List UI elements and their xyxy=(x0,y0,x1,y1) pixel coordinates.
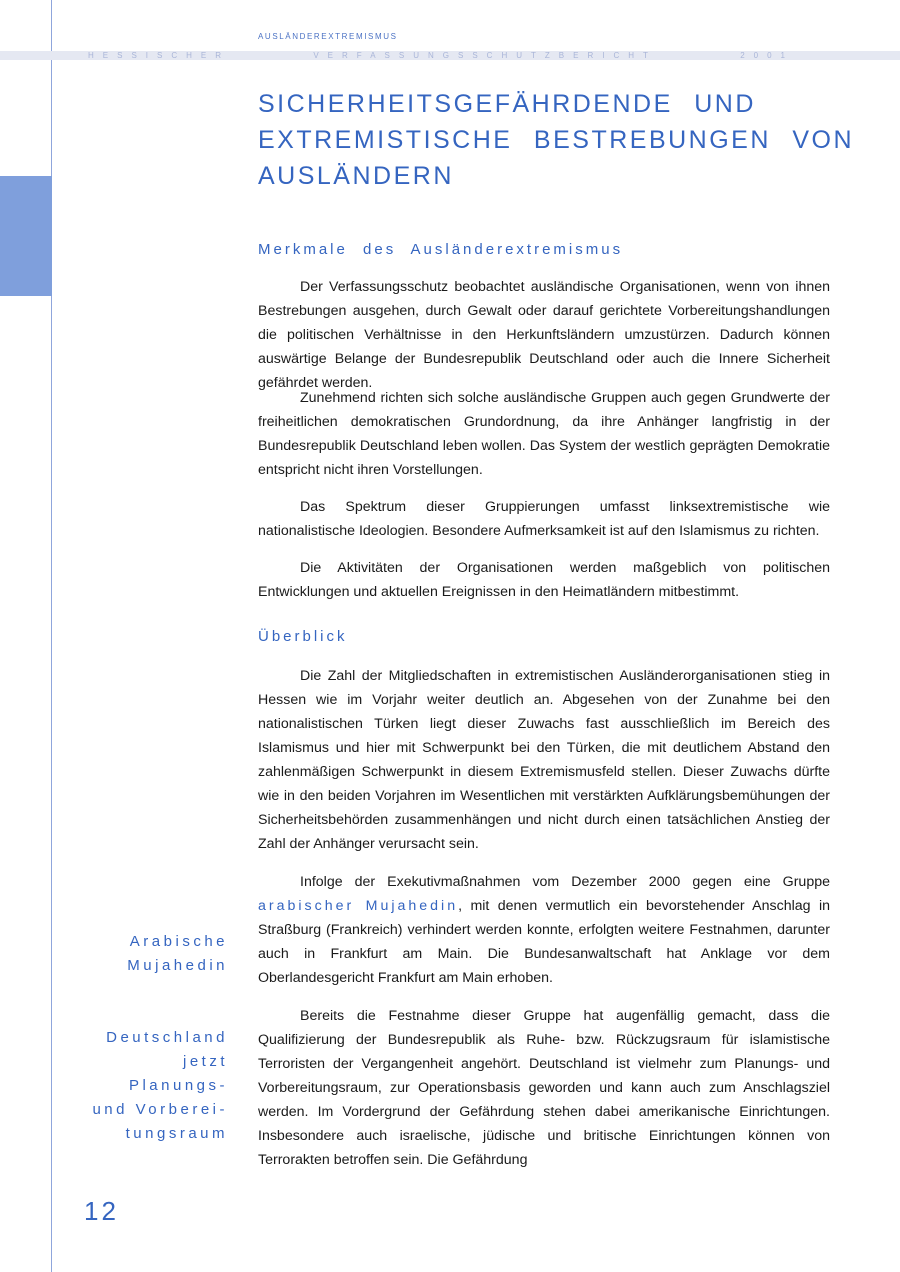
paragraph-ueberblick-3: Bereits die Festnahme dieser Gruppe hat augenfällig gemacht, dass die Qualifizierung der Bundesrepublik als Ruhe- bzw. Rückzugsraum für islamistische Terroristen der Vergangenheit angehört. Deutschland ist vielmehr zum Planungs- und Vorbereitungsraum, zur Operationsbasis geworden und kann auch zum Anschlagsziel werden. Im Vordergrund der Gefährdung stehen dabei amerikanische Einrichtungen. Insbesondere auch israelische, jüdische und britische Einrichtungen können von Terrorakten betroffen sein. Die Gefährdung xyxy=(258,1008,830,1168)
margin-note-arabische-mujahedin xyxy=(0,930,228,978)
running-header-section: AUSLÄNDEREXTREMISMUS xyxy=(258,32,398,41)
section-heading-merkmale: Merkmale des Ausländerextremismus xyxy=(258,241,624,258)
margin-note-line: und Vorberei- xyxy=(92,1101,228,1118)
ribbon-word-3: 2001 xyxy=(740,51,794,60)
title-line-2: EXTREMISTISCHE BESTREBUNGEN VON xyxy=(258,126,855,154)
chapter-color-tab xyxy=(0,176,52,296)
paragraph-merkmale-4: Die Aktivitäten der Organisationen werden maßgeblich von politischen Entwicklungen und aktuellen Ereignissen in den Heimatländern mitbestimmt. xyxy=(258,560,830,600)
ribbon-word-1: HESSISCHER xyxy=(88,51,231,60)
margin-note-line: Mujahedin xyxy=(127,957,228,974)
paragraph-ueberblick-1: Die Zahl der Mitgliedschaften in extremistischen Ausländerorganisationen stieg in Hessen wie im Vorjahr weiter deutlich an. Abgesehen von der Zunahme bei den nationalistischen Türken liegt dieser Zuwachs fast ausschließlich im Bereich des Islamismus und hier mit Schwerpunkt bei den Türken, die mit deutlichem Abstand den zahlenmäßigen Schwerpunkt in diesem Extremismusfeld stellen. Dieser Zuwachs dürfte wie in den beiden Vorjahren im Wesentlichen mit verstärkten Aufklärungsbemühungen der Sicherheitsbehörden zusammenhängen und nicht durch einen tatsächlichen Anstieg der Zahl der Anhänger verursacht sein. xyxy=(258,668,830,852)
paragraph-merkmale-3: Das Spektrum dieser Gruppierungen umfasst linksextremistische wie nationalistische Ideologien. Besondere Aufmerksamkeit ist auf den Islamismus zu richten. xyxy=(258,499,830,539)
margin-note-line: Deutschland xyxy=(106,1029,228,1046)
margin-note-line: Planungs- xyxy=(128,1077,228,1094)
page-title xyxy=(258,86,854,194)
title-line-3: AUSLÄNDERN xyxy=(258,162,454,190)
paragraph-merkmale-2: Zunehmend richten sich solche ausländische Gruppen auch gegen Grundwerte der freiheitlichen demokratischen Grundordnung, da ihre Anhänger langfristig in der Bundesrepublik Deutschland leben wollen. Das System der westlich geprägten Demokratie entspricht nicht ihren Vorstellungen. xyxy=(258,390,830,478)
page-number: 12 xyxy=(84,1196,119,1226)
margin-note-deutschland xyxy=(0,1026,228,1146)
section-heading-ueberblick: Überblick xyxy=(258,628,348,645)
title-line-1: SICHERHEITSGEFÄHRDENDE UND xyxy=(258,90,756,118)
paragraph-merkmale-1: Der Verfassungsschutz beobachtet ausländische Organisationen, wenn von ihnen Bestrebungen ausgehen, durch Gewalt oder darauf gerichtete Vorbereitungshandlungen die politischen Verhältnisse in den Herkunftsländern umzustürzen. Dadurch können auswärtige Belange der Bundesrepublik Deutschland oder auch die Innere Sicherheit gefährdet werden. xyxy=(258,279,830,391)
p2-text-after: , mit denen vermutlich ein bevorstehender Anschlag in Straßburg (Frankreich) verhindert werden konnte, erfolgten weitere Festnahmen, darunter auch in Frankfurt am Main. Die Bundesanwaltschaft hat Anklage vor dem Oberlandesgericht Frankfurt am Main erhoben. xyxy=(258,898,830,986)
margin-note-line: jetzt xyxy=(182,1053,228,1070)
ribbon-word-2: VERFASSUNGSSCHUTZBERICHT xyxy=(313,51,657,60)
highlight-arabischer-mujahedin: arabischer Mujahedin xyxy=(258,898,459,914)
margin-note-line: Arabische xyxy=(129,933,228,950)
margin-note-line: tungsraum xyxy=(125,1125,228,1142)
p2-text-before: Infolge der Exekutivmaßnahmen vom Dezember 2000 gegen eine Gruppe xyxy=(300,874,830,890)
paragraph-ueberblick-2 xyxy=(258,870,830,990)
running-header-ribbon xyxy=(88,51,794,60)
